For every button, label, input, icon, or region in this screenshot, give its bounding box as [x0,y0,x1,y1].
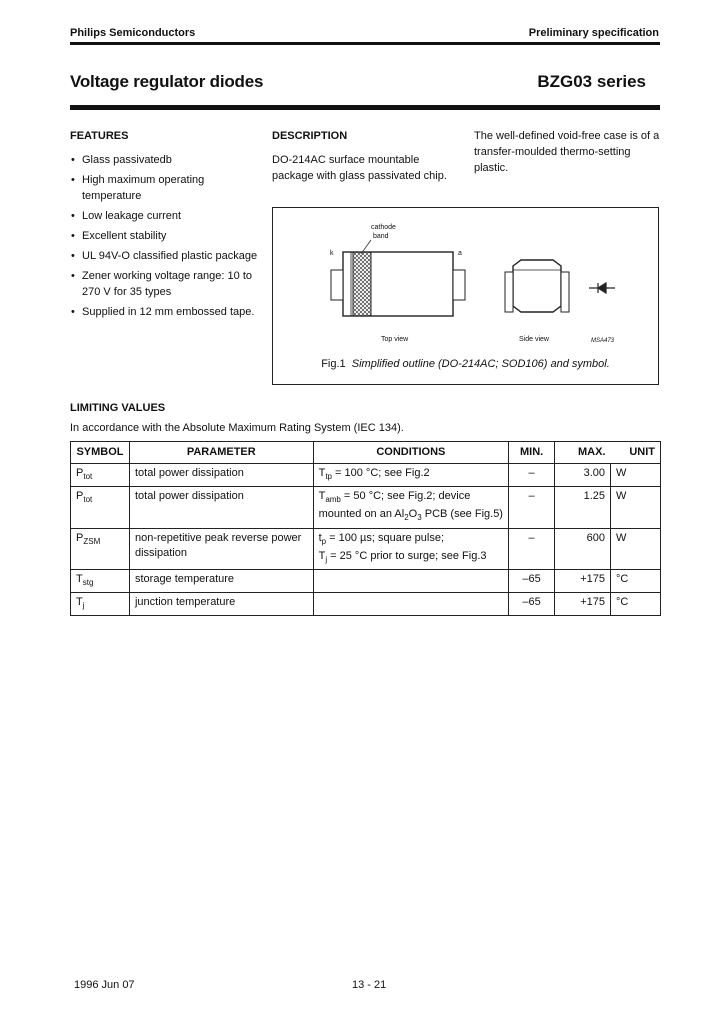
figure-label-side-view: Side view [519,336,549,343]
unit-cell: °C [611,569,661,592]
figure-label-band: band [373,233,389,240]
symbol-cell: $T_{stg}$ [71,569,130,592]
lead-a [453,270,465,300]
max-cell: +175 [555,569,611,592]
conditions-cell: $T_{tp} = 100$ °C; see Fig.2 [313,464,509,487]
figure-caption-number: Fig.1 [321,358,346,370]
max-cell: +175 [555,593,611,616]
min-cell: –65 [509,593,555,616]
lead-k [331,270,343,300]
symbol-cell: $P_{tot}$ [71,487,130,528]
max-cell: 1.25 [555,487,611,528]
list-item: • Low leakage current [70,208,265,224]
figure-caption [273,358,658,370]
column-header: PARAMETER [129,442,313,464]
list-item: • Glass passivatedb [70,152,265,168]
unit-cell: W [611,487,661,528]
package-outline-drawing [273,208,658,358]
min-cell: –65 [509,569,555,592]
max-cell: 3.00 [555,464,611,487]
figure-caption-text: Simplified outline (DO-214AC; SOD106) and symbol. [351,358,610,370]
parameter-cell: storage temperature [129,569,313,592]
list-item: • Supplied in 12 mm embossed tape. [70,304,265,320]
parameter-cell: total power dissipation [129,464,313,487]
description-heading: DESCRIPTION [272,130,348,142]
column-header: UNIT [611,442,661,464]
max-cell: 600 [555,528,611,569]
figure-label-top-view: Top view [381,336,409,343]
unit-cell: °C [611,593,661,616]
parameter-cell: non-repetitive peak reverse power dissipation [129,528,313,569]
list-item: • Zener working voltage range: 10 to 270 V for 35 types [70,268,265,300]
column-header: CONDITIONS [313,442,509,464]
header-rule [70,42,660,45]
symbol-cell: $P_{tot}$ [71,464,130,487]
figure-label-cathode: cathode [371,224,396,231]
page-title: Voltage regulator diodes [70,72,264,91]
title-rule [70,105,660,110]
column-header: SYMBOL [71,442,130,464]
min-cell: – [509,528,555,569]
list-item: • UL 94V-O classified plastic package [70,248,265,264]
limiting-values-heading: LIMITING VALUES [70,402,166,414]
parameter-cell: junction temperature [129,593,313,616]
conditions-cell: $t_p = 100$ µs; square pulse; $T_j = 25$ °C prior to surge; see Fig.3 [313,528,509,569]
figure-label-k: k [330,250,334,257]
conditions-cell: $T_{amb} = 50$ °C; see Fig.2; device mounted on an $Al_2O_3$ PCB (see Fig.5) [313,487,509,528]
series-title: BZG03 series [537,72,646,91]
table-row [71,464,661,487]
description-text-right: The well-defined void-free case is of a transfer-moulded thermo-setting plastic. [474,130,660,174]
limiting-values-table [70,441,661,616]
table-row [71,487,661,528]
symbol-cell: $T_j$ [71,593,130,616]
symbol-cell: $P_{ZSM}$ [71,528,130,569]
list-item: • High maximum operating temperature [70,172,265,204]
min-cell: – [509,487,555,528]
limiting-values-subtitle: In accordance with the Absolute Maximum Rating System (IEC 134). [70,422,404,434]
table-row [71,528,661,569]
table-row [71,569,661,592]
top-view-band [353,252,371,316]
header-company: Philips Semiconductors [70,27,196,39]
unit-cell: W [611,464,661,487]
column-header: MIN. [509,442,555,464]
figure-code: MSA473 [591,338,615,344]
list-item: • Excellent stability [70,228,265,244]
conditions-cell [313,593,509,616]
figure-box [272,207,659,385]
features-heading: FEATURES [70,130,129,142]
unit-cell: W [611,528,661,569]
table-header-row [71,442,661,464]
column-header: MAX. [555,442,611,464]
figure-label-a: a [458,250,462,257]
min-cell: – [509,464,555,487]
footer-page-number: 13 - 21 [352,979,387,991]
conditions-cell [313,569,509,592]
features-list [70,152,265,324]
parameter-cell: total power dissipation [129,487,313,528]
description-text: DO-214AC surface mountable package with glass passivated chip. [272,154,447,182]
footer-date: 1996 Jun 07 [74,979,135,991]
table-row [71,593,661,616]
side-view-body [513,260,561,312]
diode-symbol [589,283,615,293]
header-doc-type: Preliminary specification [528,27,659,39]
